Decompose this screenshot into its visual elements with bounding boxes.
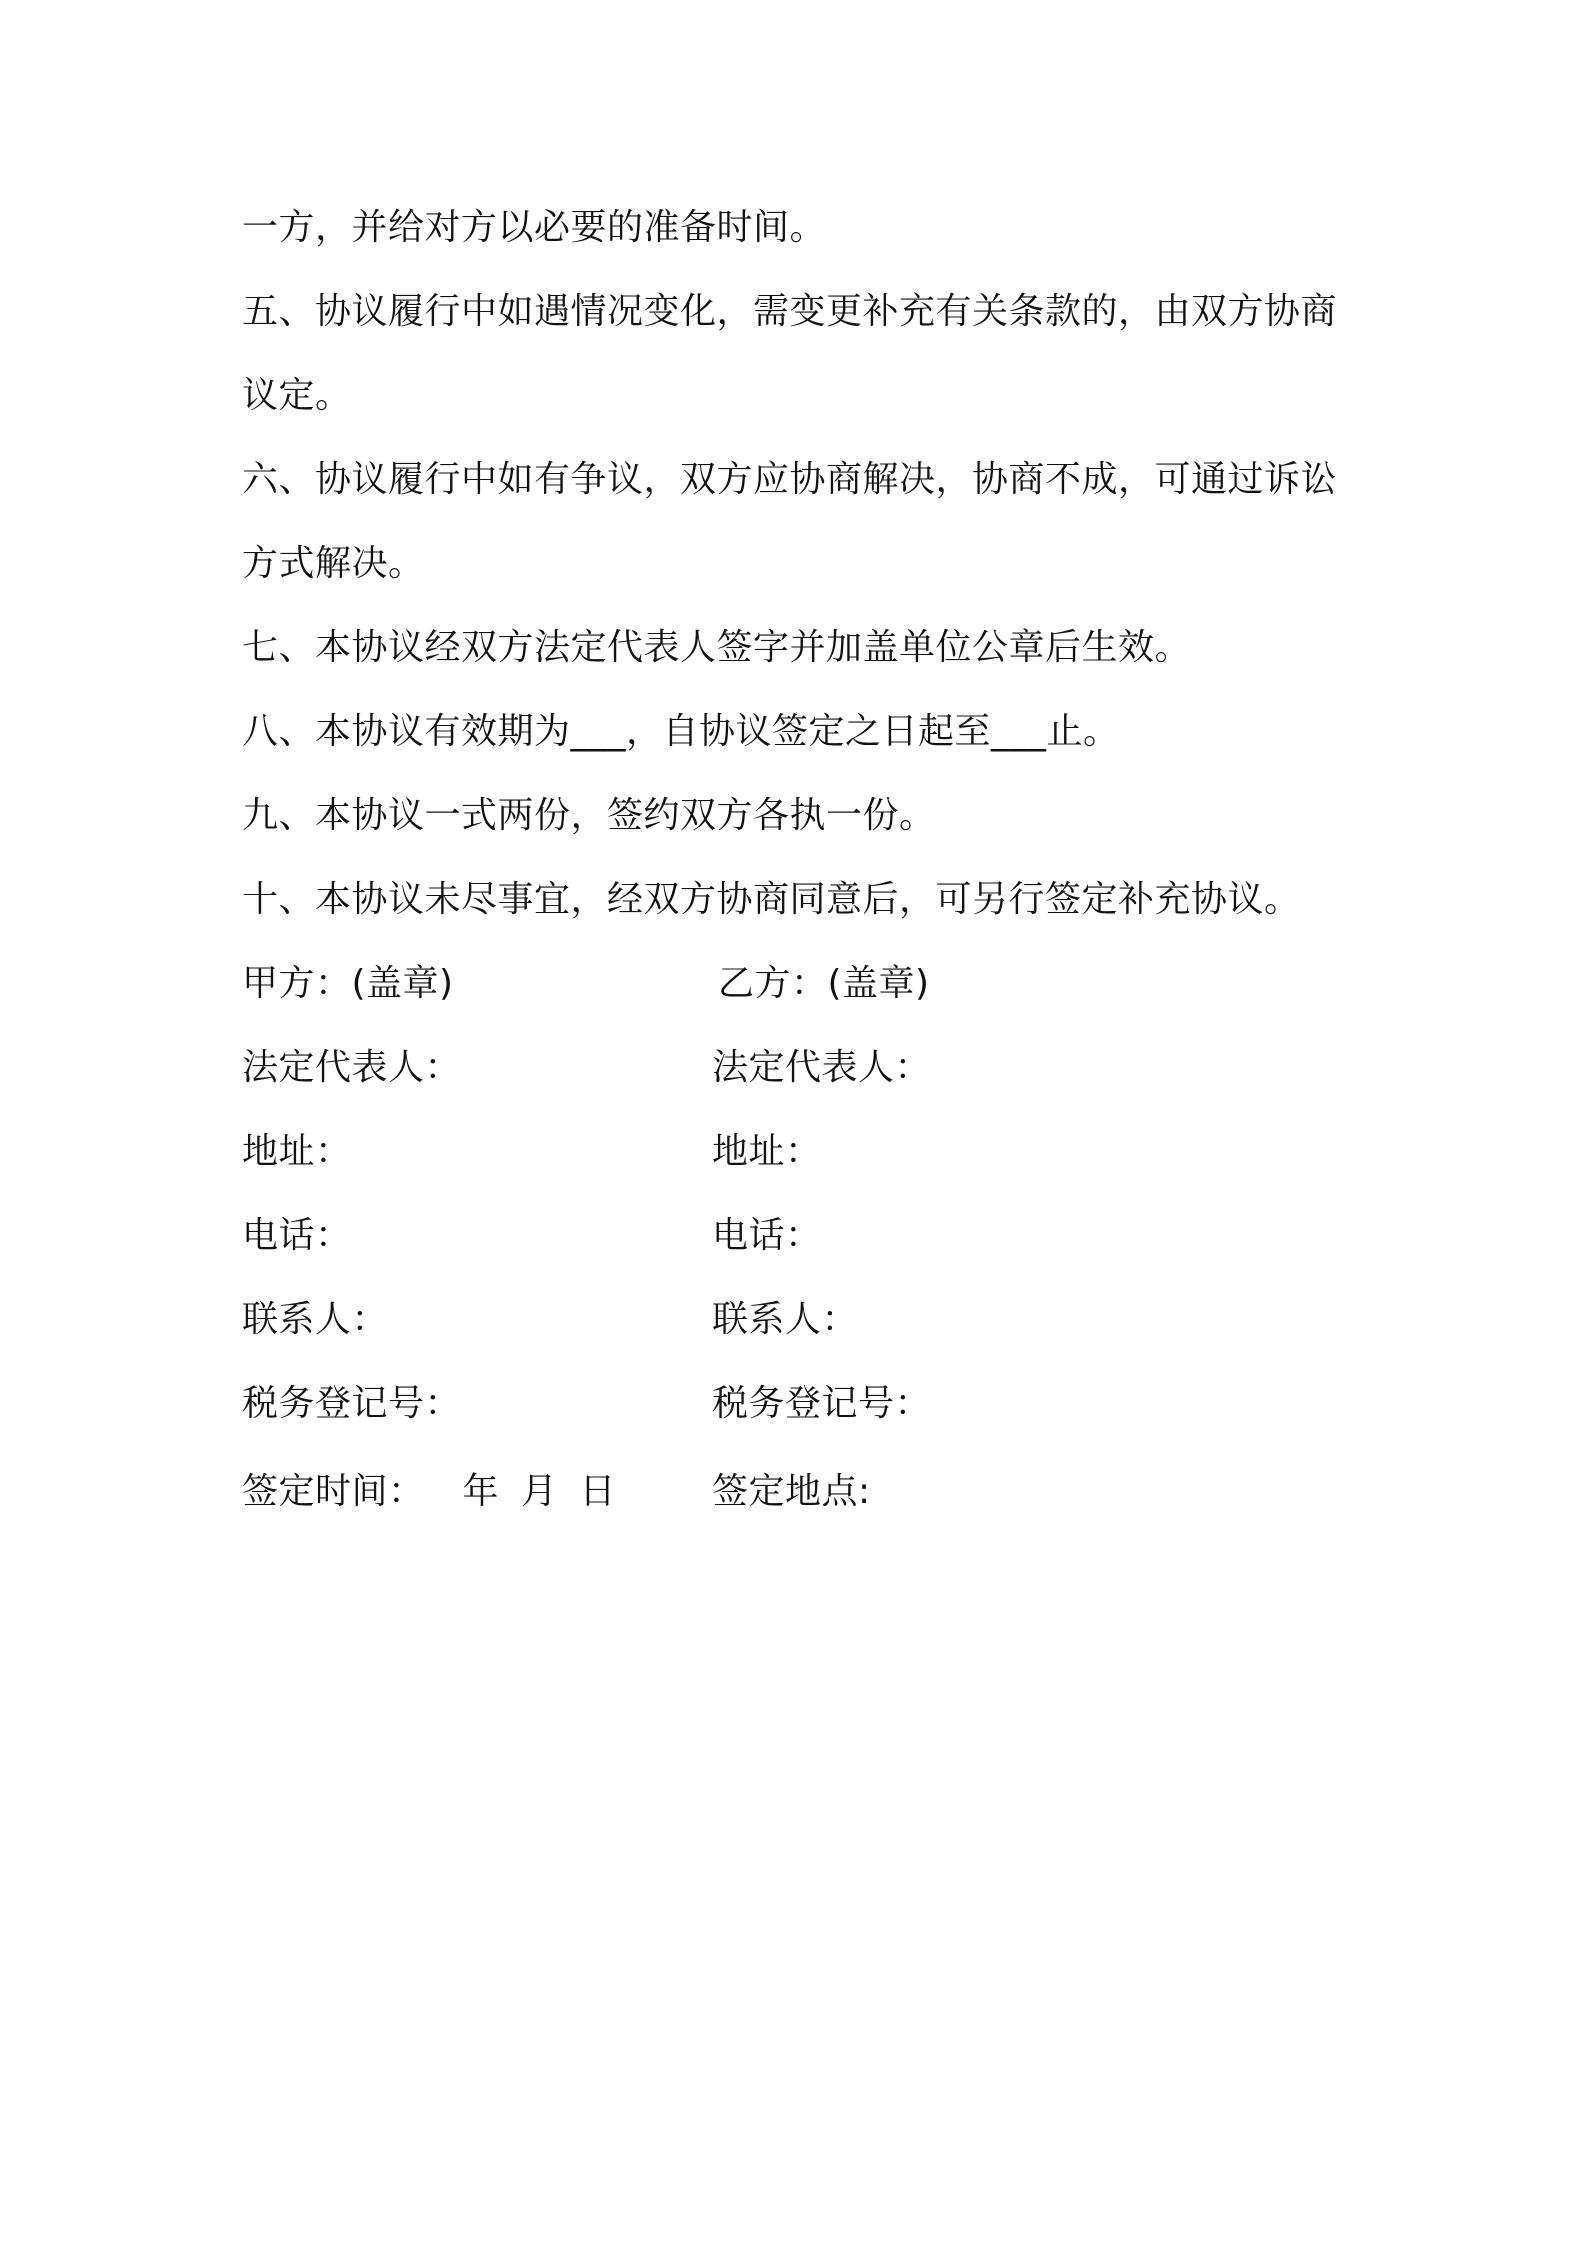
party-a-seal-label: 甲方：(盖章) [242,963,454,1004]
sign-date-row [242,1470,638,1514]
clause-5-continued: 议定。 [242,375,352,416]
party-b-tax-no-label: 税务登记号： [712,1383,932,1424]
day-label: 日 [579,1471,617,1512]
party-a-phone-label: 电话： [242,1215,352,1256]
clause-6: 六、协议履行中如有争议，双方应协商解决，协商不成，可通过诉讼 [242,459,1338,500]
party-a-legal-rep-label: 法定代表人： [242,1047,462,1088]
paragraph-continuation: 一方，并给对方以必要的准备时间。 [242,207,827,248]
party-b-phone-label: 电话： [712,1215,822,1256]
party-a-contact-label: 联系人： [242,1299,389,1340]
clause-6-continued: 方式解决。 [242,543,425,584]
party-b-contact-label: 联系人： [712,1299,859,1340]
clause-5: 五、协议履行中如遇情况变化，需变更补充有关条款的，由双方协商 [242,291,1338,332]
sign-time-label: 签定时间： [242,1471,425,1512]
clause-10: 十、本协议未尽事宜，经双方协商同意后，可另行签定补充协议。 [242,879,1301,920]
year-label: 年 [462,1471,500,1512]
clause-9: 九、本协议一式两份，签约双方各执一份。 [242,795,936,836]
party-a-tax-no-label: 税务登记号： [242,1383,462,1424]
sign-date-fields [463,1470,639,1514]
party-a-address-label: 地址： [242,1131,352,1172]
clause-7: 七、本协议经双方法定代表人签字并加盖单位公章后生效。 [242,627,1192,668]
party-b-address-label: 地址： [712,1131,822,1172]
sign-place-label: 签定地点: [712,1471,871,1512]
clause-8: 八、本协议有效期为___，自协议签定之日起至___止。 [242,711,1120,752]
month-label: 月 [521,1471,558,1512]
party-b-legal-rep-label: 法定代表人： [712,1047,932,1088]
party-b-seal-label: 乙方：(盖章) [718,963,930,1004]
